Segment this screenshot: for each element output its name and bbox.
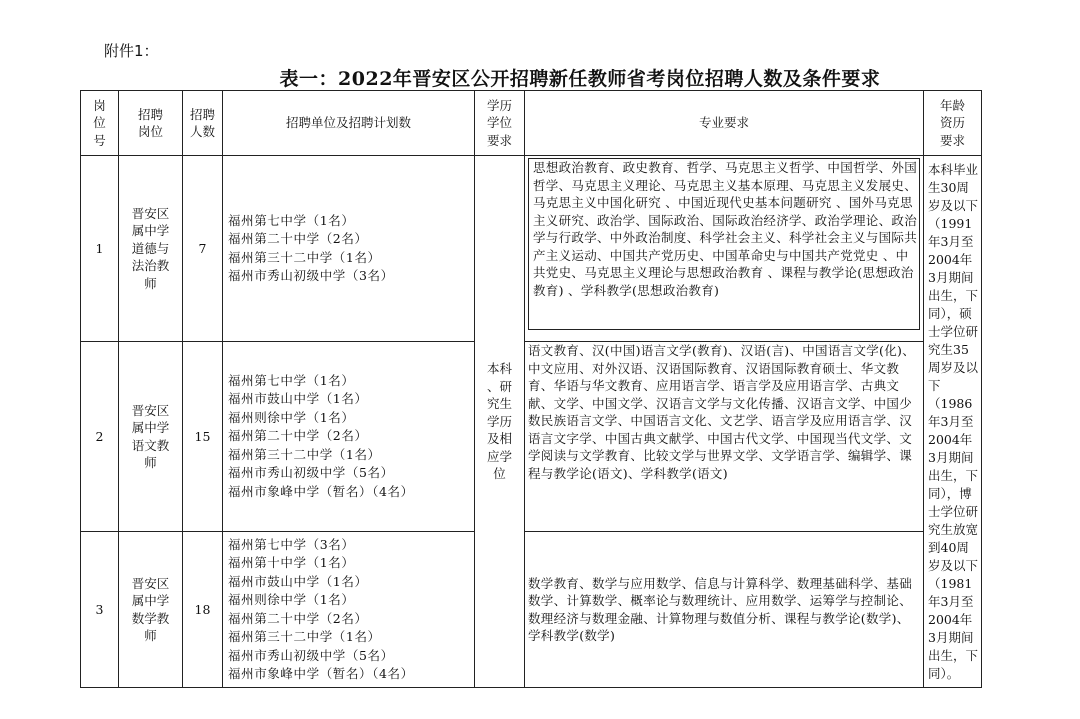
header-row — [81, 91, 982, 156]
row-count: 18 — [183, 532, 223, 688]
unit-item: 福州市鼓山中学（1名） — [228, 573, 368, 589]
header-edu: 学历 学位 要求 — [475, 91, 525, 156]
unit-item: 福州第二十中学（2名） — [228, 610, 368, 626]
header-post: 招聘 岗位 — [119, 91, 183, 156]
unit-item: 福州市鼓山中学（1名） — [228, 391, 368, 407]
row-major — [525, 156, 924, 342]
header-post-no: 岗 位 号 — [81, 91, 119, 156]
row-major: 数学教育、数学与应用数学、信息与计算科学、数理基础科学、基础数学、计算数学、概率论与数理统计、应用数学、运筹学与控制论、数理经济与数理金融、计算物理与数值分析、课程与教学论(数学)、学科教学(数学) — [525, 532, 924, 688]
row-no: 1 — [81, 156, 119, 342]
header-count: 招聘 人数 — [183, 91, 223, 156]
unit-item: 福州第七中学（1名） — [228, 372, 355, 388]
edu-requirement: 本科 、研 究生 学历 及相 应学 位 — [475, 156, 525, 688]
unit-item: 福州第二十中学（2名） — [228, 231, 368, 246]
row-major: 语文教育、汉(中国)语言文学(教育)、汉语(言)、中国语言文学(化)、中文应用、对外汉语、汉语国际教育、汉语国际教育硕士、华文教育、华语与华文教育、应用语言学、语言学及应用语言学、古典文献、文学、中国文学、汉语言文学与文化传播、汉语言文学、中国少数民族语言文学、中国语言文化、文艺学、语言学及应用语言学、汉语言文字学、中国古典文献学、中国古代文学、中国现当代文学、文学阅读与文学教育、比较文学与世界文学、文学语言学、编辑学、课程与教学论(语文)、学科教学(语文) — [525, 342, 924, 532]
attachment-label: 附件1： — [104, 42, 159, 60]
unit-item: 福州第十中学（1名） — [228, 555, 355, 570]
header-major: 专业要求 — [525, 91, 924, 156]
row-no: 2 — [81, 342, 119, 532]
recruitment-table — [80, 90, 982, 688]
unit-item: 福州则徐中学（1名） — [228, 409, 355, 425]
row-count: 15 — [183, 342, 223, 532]
unit-item: 福州第三十二中学（1名） — [228, 629, 381, 644]
row-units — [223, 156, 475, 342]
unit-item: 福州第七中学（3名） — [228, 536, 355, 552]
unit-item: 福州第七中学（1名） — [228, 212, 355, 228]
row-post: 晋安区 属中学 语文教 师 — [119, 342, 183, 532]
row-post: 晋安区 属中学 数学教 师 — [119, 532, 183, 688]
header-units: 招聘单位及招聘计划数 — [223, 91, 475, 156]
table-row — [81, 342, 982, 532]
row-units — [223, 342, 475, 532]
age-requirement: 本科毕业生30周岁及以下（1991年3月至2004年3月期间出生，下同），硕士学位研究生35周岁及以下（1986年3月至2004年3月期间出生，下同），博士学位研究生放宽到40周岁及以下（1981年3月至2004年3月期间出生，下同）。 — [924, 156, 982, 688]
header-age: 年龄 资历 要求 — [924, 91, 982, 156]
unit-item: 福州市秀山初级中学（3名） — [228, 268, 394, 283]
unit-item: 福州第三十二中学（1名） — [228, 249, 381, 265]
unit-item: 福州市秀山初级中学（5名） — [228, 465, 394, 481]
document-title: 表一：2022年晋安区公开招聘新任教师省考岗位招聘人数及条件要求 — [279, 68, 881, 90]
unit-item: 福州则徐中学（1名） — [228, 592, 355, 607]
row-no: 3 — [81, 532, 119, 688]
major-box: 思想政治教育、政史教育、哲学、马克思主义哲学、中国哲学、外国哲学、马克思主义理论、马克思主义基本原理、马克思主义发展史、马克思主义中国化研究 、中国近现代史基本问题研究 、国外马克思主义研究、政治学、国际政治、国际政治经济学、政治学理论、政治学与行政学、中外政治制度、科学社会主义、科学社会主义与国际共产主义运动、中国共产党历史、中国革命史与中国共产党党史 、中共党史、马克思主义理论与思想政治教育 、课程与教学论(思想政治教育) 、学科教学(思想政治教育) — [528, 158, 920, 330]
unit-item: 福州第二十中学（2名） — [228, 428, 368, 444]
unit-item: 福州市秀山初级中学（5名） — [228, 647, 394, 663]
row-count: 7 — [183, 156, 223, 342]
unit-item: 福州市象峰中学（暂名）（4名） — [228, 483, 414, 499]
unit-item: 福州市象峰中学（暂名）（4名） — [228, 666, 414, 681]
row-post: 晋安区 属中学 道德与 法治教 师 — [119, 156, 183, 342]
unit-item: 福州第三十二中学（1名） — [228, 446, 381, 462]
table-row — [81, 156, 982, 342]
table-row — [81, 532, 982, 688]
row-units — [223, 532, 475, 688]
